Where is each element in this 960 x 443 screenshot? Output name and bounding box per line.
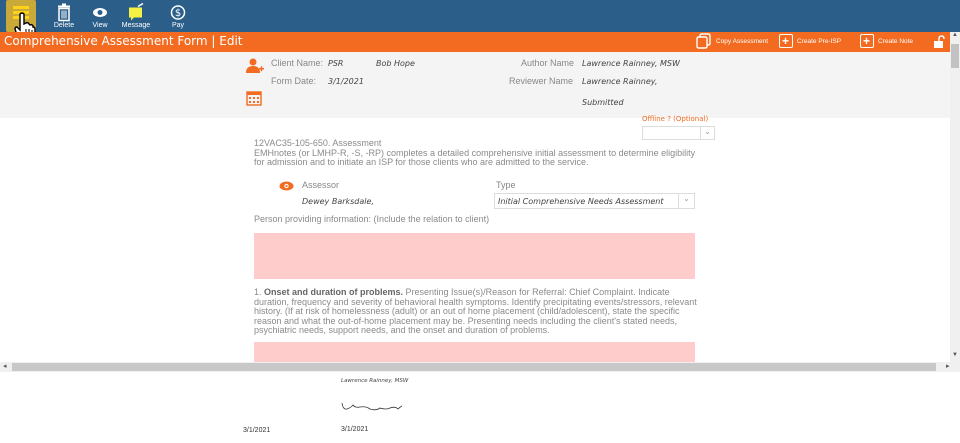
footer-date-right: 3/1/2021: [341, 426, 369, 433]
message-button[interactable]: [116, 2, 156, 32]
author-name: Lawrence Rainney, MSW: [582, 59, 680, 68]
chevron-down-icon: ⌄: [700, 127, 714, 139]
vertical-scrollbar[interactable]: [950, 32, 960, 362]
section-title: Onset and duration of problems.: [264, 287, 404, 297]
delete-label: Delete: [53, 22, 75, 29]
offline-label: Offline ? (Optional): [642, 115, 709, 123]
chevron-down-icon: ⌄: [678, 194, 694, 208]
person-providing-label: Person providing information: (Include the relation to client): [254, 214, 490, 224]
eye-icon[interactable]: [279, 181, 294, 191]
create-note-button[interactable]: [860, 33, 913, 51]
offline-select[interactable]: [642, 126, 715, 140]
type-value: Initial Comprehensive Needs Assessment: [498, 197, 664, 206]
dollar-icon: [170, 3, 186, 22]
scroll-right-icon[interactable]: ▸: [946, 363, 950, 370]
section-line: reason and what the out-of-home placement may be. Presenting needs including the client's stated needs,: [254, 315, 677, 326]
pay-button[interactable]: [158, 2, 198, 32]
svg-text:$: $: [174, 8, 182, 19]
plus-square-icon: [779, 34, 793, 48]
message-label: Message: [121, 22, 151, 29]
reviewer-name-label: Reviewer Name: [509, 76, 574, 86]
footer-date-left: 3/1/2021: [243, 427, 271, 434]
form-date: 3/1/2021: [328, 77, 364, 86]
section-number: 1.: [254, 287, 265, 297]
form-header-panel: [0, 52, 950, 118]
intro-line: for admission and to initiate an ISP for those clients who are admitted to the service.: [254, 157, 589, 167]
delete-button[interactable]: [44, 2, 84, 32]
scrollbar-thumb[interactable]: [12, 363, 936, 371]
type-select[interactable]: [494, 193, 695, 209]
section-line: duration, frequency and severity of behavioral health symptoms. Identify precipitating events/stressors, relevant: [254, 296, 697, 307]
copy-assessment-button[interactable]: [696, 33, 768, 51]
horizontal-scrollbar[interactable]: [0, 362, 960, 372]
view-label: View: [92, 22, 108, 29]
create-pre-isp-label: Create Pre-ISP: [797, 38, 842, 45]
view-button[interactable]: [80, 2, 120, 32]
section-line: Presenting Issue(s)/Reason for Referral: Chief Complaint. Indicate: [403, 287, 670, 297]
assessor-name: Dewey Barksdale,: [302, 197, 374, 206]
create-pre-isp-button[interactable]: [779, 33, 841, 51]
form-title: Comprehensive Assessment Form | Edit: [4, 34, 243, 48]
form-title-bar: [0, 32, 960, 52]
signer-name: Lawrence Rainney, MSW: [341, 378, 409, 384]
intro-line: EMHnotes (or LMHP-R, -S, -RP) completes a detailed comprehensive initial assessment to determine eligibility: [254, 147, 696, 158]
trash-icon: [57, 3, 71, 22]
author-name-label: Author Name: [521, 58, 575, 68]
scrollbar-thumb[interactable]: [951, 44, 959, 68]
client-name: Bob Hope: [376, 59, 415, 68]
client-name-label: Client Name:: [271, 58, 324, 68]
calendar-icon: [246, 90, 262, 106]
plus-square-icon: [860, 34, 874, 48]
user-add-icon: [246, 58, 264, 74]
section1-text: [254, 288, 697, 336]
assessor-label: Assessor: [302, 180, 340, 190]
pay-label: Pay: [171, 22, 185, 29]
intro-line: 12VAC35-105-650. Assessment: [254, 138, 382, 148]
scroll-up-icon[interactable]: ▲: [952, 32, 958, 38]
scroll-down-icon[interactable]: ▼: [952, 352, 958, 358]
copy-assessment-label: Copy Assessment: [716, 38, 769, 45]
copy-icon: [696, 33, 712, 49]
type-label: Type: [496, 180, 516, 190]
reviewer-name: Lawrence Rainney,: [582, 77, 658, 86]
unlock-icon[interactable]: [933, 35, 945, 49]
section-line: history. (If at risk of homelessness (adult) or an out of home placement (child/adolescent), state the specific: [254, 306, 680, 316]
status-text: Submitted: [582, 98, 624, 107]
message-icon: [128, 3, 144, 22]
form-date-label: Form Date:: [271, 76, 317, 86]
create-note-label: Create Note: [878, 38, 914, 45]
signature-image: [340, 401, 404, 413]
section1-field[interactable]: [254, 342, 695, 362]
intro-text: [254, 139, 695, 168]
client-code: PSR: [328, 59, 344, 68]
person-providing-field[interactable]: [254, 233, 695, 279]
top-toolbar: [0, 0, 960, 32]
scroll-left-icon[interactable]: ◂: [3, 363, 7, 370]
eye-icon: [92, 3, 108, 22]
section-line: psychiatric needs, support needs, and the onset and duration of problems.: [254, 325, 550, 335]
